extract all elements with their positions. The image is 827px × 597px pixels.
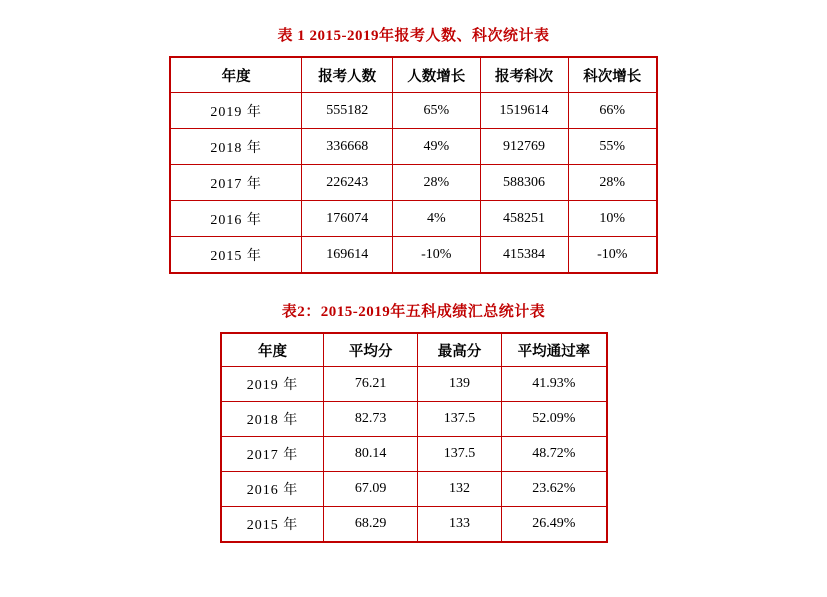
table-2-cell-2-1: 80.14	[324, 437, 417, 472]
table-row	[221, 472, 607, 507]
table-2-cell-3-2: 132	[417, 472, 502, 507]
table-1-cell-2-4: 28%	[568, 165, 657, 201]
table-2-header-cell-3: 平均通过率	[502, 333, 607, 367]
table-row	[221, 367, 607, 402]
table-2-cell-3-1: 67.09	[324, 472, 417, 507]
table-1-cell-2-3: 588306	[480, 165, 568, 201]
table-row	[170, 201, 657, 237]
table-1-title: 表 1 2015-2019年报考人数、科次统计表	[277, 28, 550, 44]
table-1-cell-1-0: 2018 年	[170, 129, 302, 165]
table-1-cell-2-0: 2017 年	[170, 165, 302, 201]
table-2-cell-4-1: 68.29	[324, 507, 417, 543]
table-2-cell-4-0: 2015 年	[221, 507, 324, 543]
table-1-header-row	[170, 57, 657, 93]
table-2-header-cell-2: 最高分	[417, 333, 502, 367]
table-block-score-summary	[0, 300, 827, 543]
table-1-header-cell-3: 报考科次	[480, 57, 568, 93]
table-row	[221, 437, 607, 472]
table-1-cell-0-2: 65%	[393, 93, 480, 129]
table-1-cell-1-3: 912769	[480, 129, 568, 165]
table-2-cell-0-1: 76.21	[324, 367, 417, 402]
table-2	[220, 332, 608, 543]
table-row	[170, 129, 657, 165]
table-2-cell-1-0: 2018 年	[221, 402, 324, 437]
table-1-cell-3-2: 4%	[393, 201, 480, 237]
table-2-cell-3-0: 2016 年	[221, 472, 324, 507]
table-2-cell-1-3: 52.09%	[502, 402, 607, 437]
table-row	[221, 402, 607, 437]
table-1-cell-3-3: 458251	[480, 201, 568, 237]
table-2-cell-3-3: 23.62%	[502, 472, 607, 507]
table-2-cell-2-2: 137.5	[417, 437, 502, 472]
table-2-title: 表2：2015-2019年五科成绩汇总统计表	[281, 304, 546, 320]
table-1-cell-0-4: 66%	[568, 93, 657, 129]
table-1-cell-3-0: 2016 年	[170, 201, 302, 237]
table-2-header-row	[221, 333, 607, 367]
table-2-cell-1-1: 82.73	[324, 402, 417, 437]
table-block-exam-counts	[0, 24, 827, 274]
table-1-header-cell-0: 年度	[170, 57, 302, 93]
table-2-header-cell-0: 年度	[221, 333, 324, 367]
table-1-header-cell-2: 人数增长	[393, 57, 480, 93]
table-row	[170, 93, 657, 129]
table-1-cell-0-3: 1519614	[480, 93, 568, 129]
table-1-cell-2-1: 226243	[302, 165, 393, 201]
table-row	[170, 237, 657, 274]
table-1-cell-3-4: 10%	[568, 201, 657, 237]
table-2-cell-2-3: 48.72%	[502, 437, 607, 472]
table-2-cell-0-3: 41.93%	[502, 367, 607, 402]
table-1-cell-4-3: 415384	[480, 237, 568, 274]
table-row	[170, 165, 657, 201]
table-1-cell-0-1: 555182	[302, 93, 393, 129]
table-1-header-cell-4: 科次增长	[568, 57, 657, 93]
table-1-cell-1-2: 49%	[393, 129, 480, 165]
table-1	[169, 56, 658, 274]
table-1-header-cell-1: 报考人数	[302, 57, 393, 93]
table-1-cell-0-0: 2019 年	[170, 93, 302, 129]
table-2-cell-4-2: 133	[417, 507, 502, 543]
table-1-cell-4-1: 169614	[302, 237, 393, 274]
table-1-cell-1-1: 336668	[302, 129, 393, 165]
table-2-header-cell-1: 平均分	[324, 333, 417, 367]
table-1-cell-4-0: 2015 年	[170, 237, 302, 274]
table-2-cell-1-2: 137.5	[417, 402, 502, 437]
table-1-cell-3-1: 176074	[302, 201, 393, 237]
table-2-cell-2-0: 2017 年	[221, 437, 324, 472]
table-1-cell-1-4: 55%	[568, 129, 657, 165]
table-1-cell-4-4: -10%	[568, 237, 657, 274]
table-row	[221, 507, 607, 543]
table-2-cell-4-3: 26.49%	[502, 507, 607, 543]
table-2-cell-0-2: 139	[417, 367, 502, 402]
table-1-cell-4-2: -10%	[393, 237, 480, 274]
table-1-cell-2-2: 28%	[393, 165, 480, 201]
table-2-cell-0-0: 2019 年	[221, 367, 324, 402]
